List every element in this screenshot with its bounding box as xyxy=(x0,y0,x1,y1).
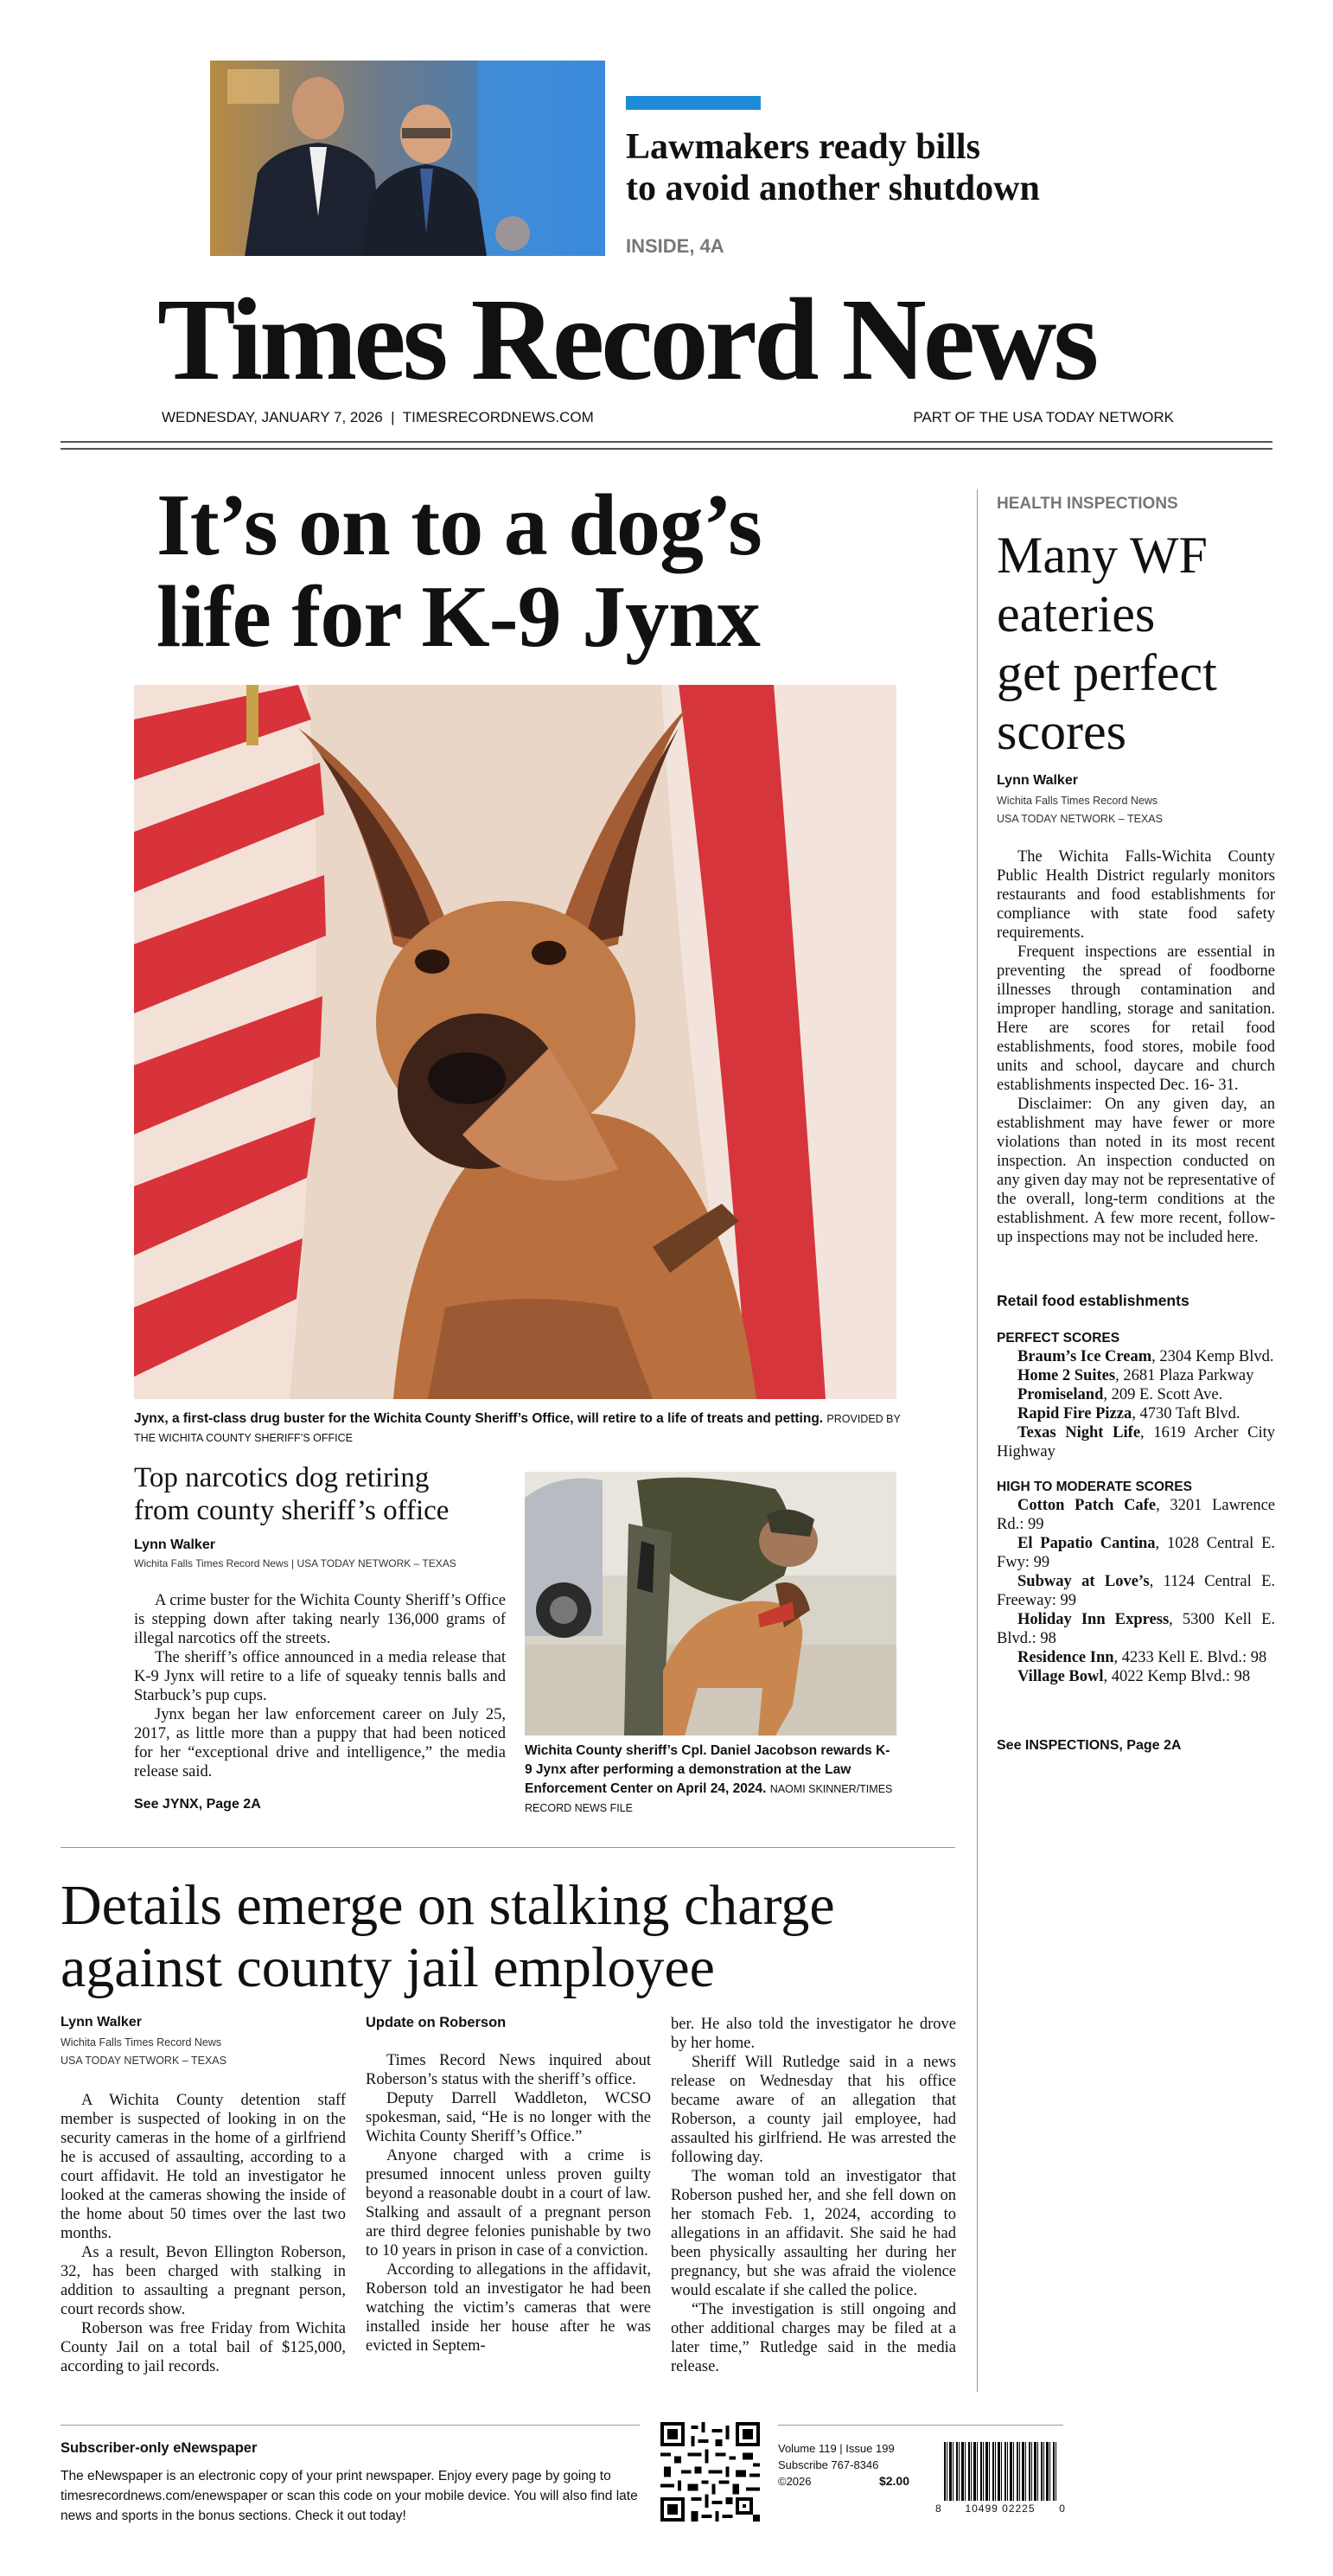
teaser-accent-bar xyxy=(626,96,761,110)
sidebar-section-title: Retail food establishments xyxy=(997,1292,1189,1309)
score-entry: Braum’s Ice Cream, 2304 Kemp Blvd. xyxy=(1017,1348,1274,1365)
score-entry: Home 2 Suites, 2681 Plaza Parkway xyxy=(1017,1367,1254,1384)
score-entry: El Papatio Cantina, 1028 Central E. Fwy: 99 xyxy=(997,1535,1275,1571)
score-entry: Cotton Patch Cafe, 3201 Lawrence Rd.: 99 xyxy=(997,1497,1275,1533)
jynx-main-photo[interactable] xyxy=(134,685,896,1399)
sidebar-body xyxy=(997,847,1275,1247)
teaser-photo[interactable] xyxy=(210,61,605,256)
sidebar-byline-name: Lynn Walker xyxy=(997,773,1078,788)
stalking-paragraph: Times Record News inquired about Roberson’s status with the sheriff’s office. xyxy=(366,2052,651,2088)
jynx-main-caption: Jynx, a first-class drug buster for the Wichita County Sheriff’s Office, will retire to a life of treats and petting. PROVIDED BY THE WICHITA COUNTY SHERIFF’S OFFICE xyxy=(134,1411,901,1444)
stalking-paragraph: “The investigation is still ongoing and other additional charges may be filed at a later time,” Rutledge said in the media release. xyxy=(671,2301,956,2375)
subscribe-phone: Subscribe 767-8346 xyxy=(778,2458,879,2471)
lead-story-headline[interactable]: Top narcotics dog retiring from county sheriff’s office xyxy=(134,1462,450,1526)
lead-paragraph: Jynx began her law enforcement career on July 25, 2017, as little more than a puppy that had been noticed for her “exceptional drive and intelligence,” the media release said. xyxy=(134,1706,506,1780)
copyright: ©2026 xyxy=(778,2475,812,2488)
stalking-paragraph: Roberson was free Friday from Wichita County Jail on a total bail of $125,000, according to jail records. xyxy=(61,2320,346,2375)
lead-paragraph: The sheriff’s office announced in a media release that K-9 Jynx will retire to a life of squeaky tennis balls and Starbuck’s pup cups. xyxy=(134,1649,506,1704)
footer-rule-right xyxy=(778,2425,1063,2426)
stalking-subhead: Update on Roberson xyxy=(366,2015,507,2030)
enews-title[interactable]: Subscriber-only eNewspaper xyxy=(61,2440,258,2456)
stalking-paragraph: Sheriff Will Rutledge said in a news release on Wednesday that his office became aware of an allegation that Roberson, a county jail employee, had assaulted his girlfriend. He was arrested the following day. xyxy=(671,2054,956,2166)
sidebar-kicker: HEALTH INSPECTIONS xyxy=(997,495,1178,513)
sidebar-paragraph: The Wichita Falls-Wichita County Public Health District regularly monitors restaurants and food establishments for compliance with state food safety requirements. xyxy=(997,848,1275,942)
stalking-paragraph: A Wichita County detention staff member is suspected of looking in on the security cameras in the home of a girlfriend he is accused of assaulting, according to a court affidavit. He told an investigator he looked at the cameras showing the inside of the home about 50 times over the last two months. xyxy=(61,2092,346,2242)
volume-issue: Volume 119 | Issue 199 xyxy=(778,2442,895,2455)
stalking-byline-org2: USA TODAY NETWORK – TEXAS xyxy=(61,2055,226,2067)
stalking-paragraph: The woman told an investigator that Roberson pushed her, and she fell down on her stomach Feb. 1, 2024, according to allegations in an affidavit. She said he had been physically assaulting her during her pregnancy, but she was afraid the violence would escalate if she called the police. xyxy=(671,2168,956,2299)
stalking-byline-org1: Wichita Falls Times Record News xyxy=(61,2036,222,2049)
masthead-dateline: WEDNESDAY, JANUARY 7, 2026 | TIMESRECORDNEWS.COM xyxy=(162,409,594,425)
sidebar-paragraph: Disclaimer: On any given day, an establishment may have fewer or more violations than noted in its most recent inspection. An inspection conducted on any given day may not be representative of the overall, long-term conditions at the establishment. A few more recent, follow-up inspections may not be included here. xyxy=(997,1096,1275,1246)
score-entry: Village Bowl, 4022 Kemp Blvd.: 98 xyxy=(1017,1668,1251,1685)
footer-rule-left xyxy=(61,2425,640,2426)
stalking-paragraph: Anyone charged with a crime is presumed innocent unless proven guilty beyond a reasonable doubt in a court of law. Stalking and assault of a pregnant person are third degree felonies punishable by two to 10 years in prison in case of a conviction. xyxy=(366,2147,651,2260)
masthead-title: Times Record News xyxy=(157,275,1096,405)
barcode-digits: 8 10499 02225 0 xyxy=(935,2502,1065,2515)
sidebar-paragraph: Frequent inspections are essential in preventing the spread of foodborne illnesses through contamination and improper handling, storage and sanitation. Here are scores for retail food establishments, food stores, mobile food units and school, daycare and church establishments inspected Dec. 16- 31. xyxy=(997,943,1275,1094)
stalking-byline-name: Lynn Walker xyxy=(61,2015,142,2029)
price: $2.00 xyxy=(878,2474,909,2488)
stalking-col1 xyxy=(61,2091,346,2376)
qr-code[interactable] xyxy=(660,2422,760,2522)
score-entry: Rapid Fire Pizza, 4730 Taft Blvd. xyxy=(1017,1405,1241,1422)
teaser-ref: INSIDE, 4A xyxy=(626,235,724,257)
stalking-col3 xyxy=(671,2015,956,2376)
stalking-paragraph: According to allegations in the affidavit, Roberson told an investigator he had been watching the victim’s cameras that were installed inside her house after he was evicted in Septem- xyxy=(366,2261,651,2355)
sidebar-headline[interactable]: Many WF eateries get perfect scores xyxy=(997,527,1217,760)
score-entry: Holiday Inn Express, 5300 Kell E. Blvd.: 98 xyxy=(997,1611,1275,1647)
jynx-demo-caption: Wichita County sheriff’s Cpl. Daniel Jacobson rewards K-9 Jynx after performing a demonstration at the Law Enforcement Center on April 24, 2024. NAOMI SKINNER/TIMES RECORD NEWS FILE xyxy=(525,1743,893,1814)
stalking-paragraph: Deputy Darrell Waddleton, WCSO spokesman, said, “He is no longer with the Wichita County Sheriff’s Office.” xyxy=(366,2090,651,2145)
score-entry: Texas Night Life, 1619 Archer City Highway xyxy=(997,1424,1275,1461)
masthead-network: PART OF THE USA TODAY NETWORK xyxy=(913,409,1174,425)
score-entry: Subway at Love’s, 1124 Central E. Freeway: 99 xyxy=(997,1573,1275,1609)
masthead-rule-top xyxy=(61,441,1272,443)
barcode xyxy=(935,2442,1065,2520)
jynx-main-credit: PROVIDED BY THE WICHITA COUNTY SHERIFF’S OFFICE xyxy=(134,1413,901,1444)
stalking-top-rule xyxy=(61,1847,955,1848)
score-entry: Promiseland, 209 E. Scott Ave. xyxy=(1017,1386,1223,1403)
moderate-scores-label: HIGH TO MODERATE SCORES xyxy=(997,1480,1192,1494)
sidebar-byline-org1: Wichita Falls Times Record News xyxy=(997,795,1158,807)
jynx-demo-credit: NAOMI SKINNER/TIMES RECORD NEWS FILE xyxy=(525,1783,893,1814)
sidebar-jump-link[interactable]: See INSPECTIONS, Page 2A xyxy=(997,1738,1182,1753)
score-entry: Residence Inn, 4233 Kell E. Blvd.: 98 xyxy=(1017,1649,1267,1666)
lead-byline-org: Wichita Falls Times Record News | USA TODAY NETWORK – TEXAS xyxy=(134,1557,456,1569)
scores-list xyxy=(997,1330,1275,1686)
stalking-headline[interactable]: Details emerge on stalking charge against county jail employee xyxy=(61,1874,835,1999)
barcode-bars xyxy=(944,2442,1058,2501)
lead-headline[interactable]: It’s on to a dog’s life for K-9 Jynx xyxy=(156,476,762,666)
lead-paragraph: A crime buster for the Wichita County Sheriff’s Office is stepping down after taking nearly 136,000 grams of illegal narcotics off the streets. xyxy=(134,1592,506,1647)
jynx-demo-photo[interactable] xyxy=(525,1472,896,1735)
sidebar-byline-org2: USA TODAY NETWORK – TEXAS xyxy=(997,813,1163,825)
sidebar-divider xyxy=(977,489,978,2392)
stalking-continued: ber. He also told the investigator he drove by her home. xyxy=(671,2016,956,2052)
stalking-paragraph: As a result, Bevon Ellington Roberson, 32, has been charged with stalking in addition to assaulting a pregnant person, court records show. xyxy=(61,2244,346,2318)
lead-byline-name: Lynn Walker xyxy=(134,1537,215,1552)
lead-jump-link[interactable]: See JYNX, Page 2A xyxy=(134,1797,261,1812)
stalking-col2 xyxy=(366,2051,651,2355)
teaser-headline[interactable]: Lawmakers ready bills to avoid another shutdown xyxy=(626,127,1040,208)
masthead-rule-bottom xyxy=(61,448,1272,450)
enews-text: The eNewspaper is an electronic copy of your print newspaper. Enjoy every page by going to timesrecordnews.com/enewspaper or scan this code on your mobile device. You will also find late news and sports in the bonus sections. Check it out today! xyxy=(61,2469,638,2523)
perfect-scores-label: PERFECT SCORES xyxy=(997,1331,1120,1346)
lead-story-body xyxy=(134,1591,506,1781)
issue-info xyxy=(778,2440,909,2490)
